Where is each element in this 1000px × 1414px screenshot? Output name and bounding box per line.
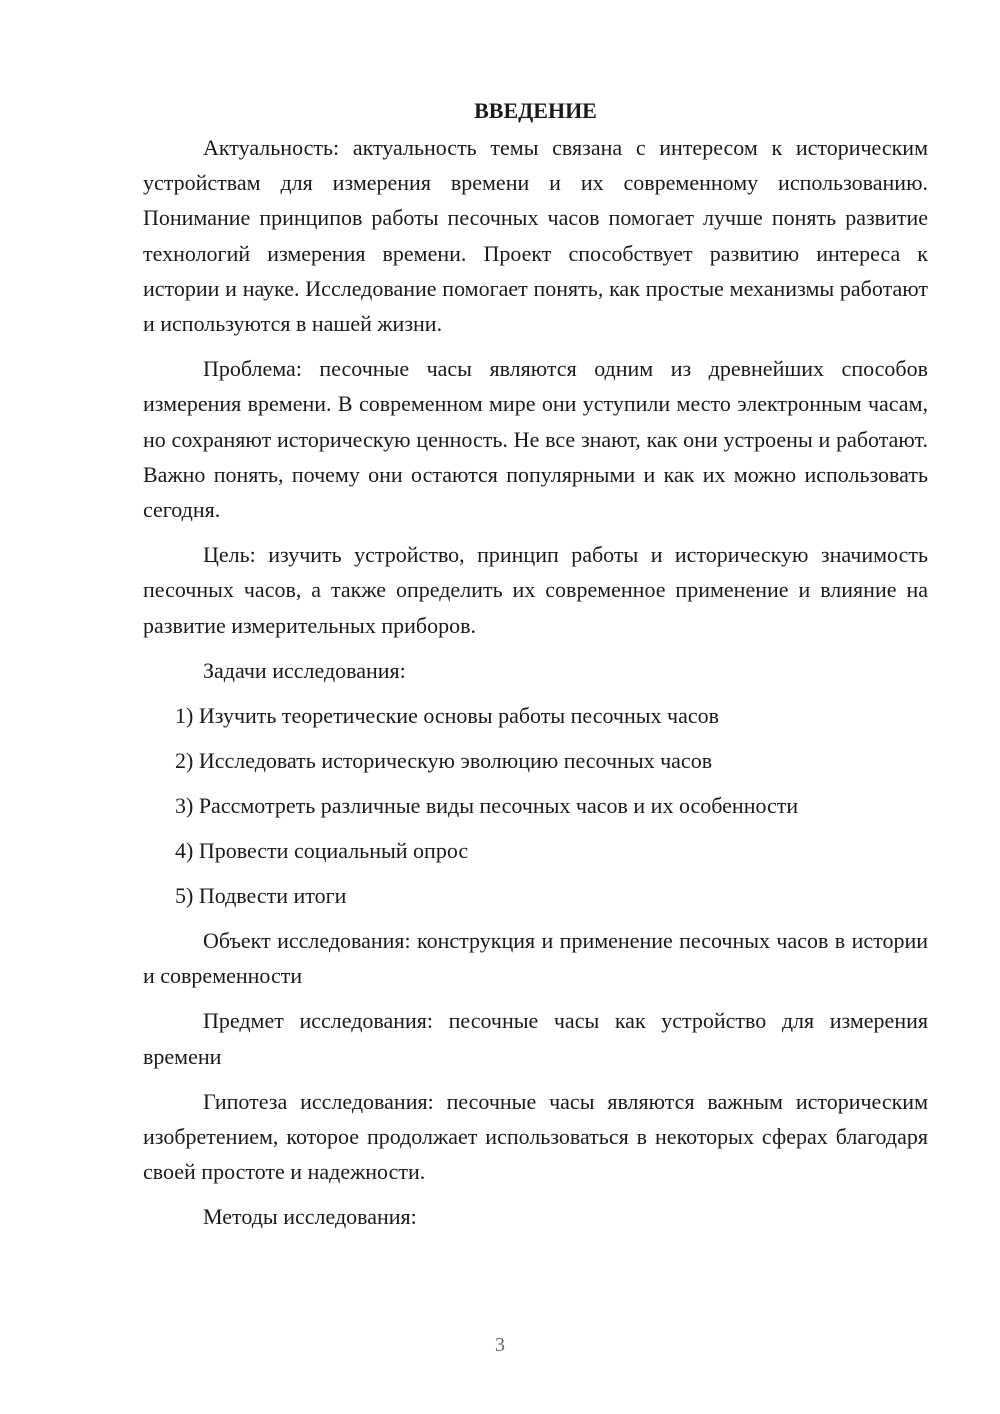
page-number: 3 [495,1334,505,1356]
problem-paragraph: Проблема: песочные часы являются одним из древнейших способов измерения времени. В современном мире они уступили место электронным часам, но сохраняют историческую ценность. Не все знают, как они устроены и работают. Важно понять, почему они остаются популярными и как их можно использовать сегодня. [143,356,928,523]
list-item: 4) Провести социальный опрос [175,838,469,864]
relevance-paragraph: Актуальность: актуальность темы связана с интересом к историческим устройствам для измерения времени и их современному использованию. Понимание принципов работы песочных часов помогает лучше понять развитие технологий измерения времени. Проект способствует развитию интереса к истории и науке. Исследование помогает понять, как простые механизмы работают и используются в нашей жизни. [143,135,928,337]
goal-paragraph: Цель: изучить устройство, принцип работы и историческую значимость песочных часов, а также определить их современное применение и влияние на развитие измерительных приборов. [143,542,928,638]
object-paragraph: Объект исследования: конструкция и применение песочных часов в истории и современности [143,928,928,989]
methods-heading: Методы исследования: [203,1204,417,1230]
tasks-heading: Задачи исследования: [203,657,406,683]
document-page [143,96,928,1245]
page-title: ВВЕДЕНИЕ [474,98,597,123]
list-item: 5) Подвести итоги [175,883,347,909]
list-item: 3) Рассмотреть различные виды песочных часов и их особенности [175,793,799,819]
list-item: 2) Исследовать историческую эволюцию песочных часов [175,748,713,774]
subject-paragraph: Предмет исследования: песочные часы как устройство для измерения времени [143,1008,928,1069]
list-item: 1) Изучить теоретические основы работы песочных часов [175,703,720,729]
tasks-list [143,698,928,913]
hypothesis-paragraph: Гипотеза исследования: песочные часы являются важным историческим изобретением, которое продолжает использоваться в некоторых сферах благодаря своей простоте и надежности. [143,1088,928,1185]
